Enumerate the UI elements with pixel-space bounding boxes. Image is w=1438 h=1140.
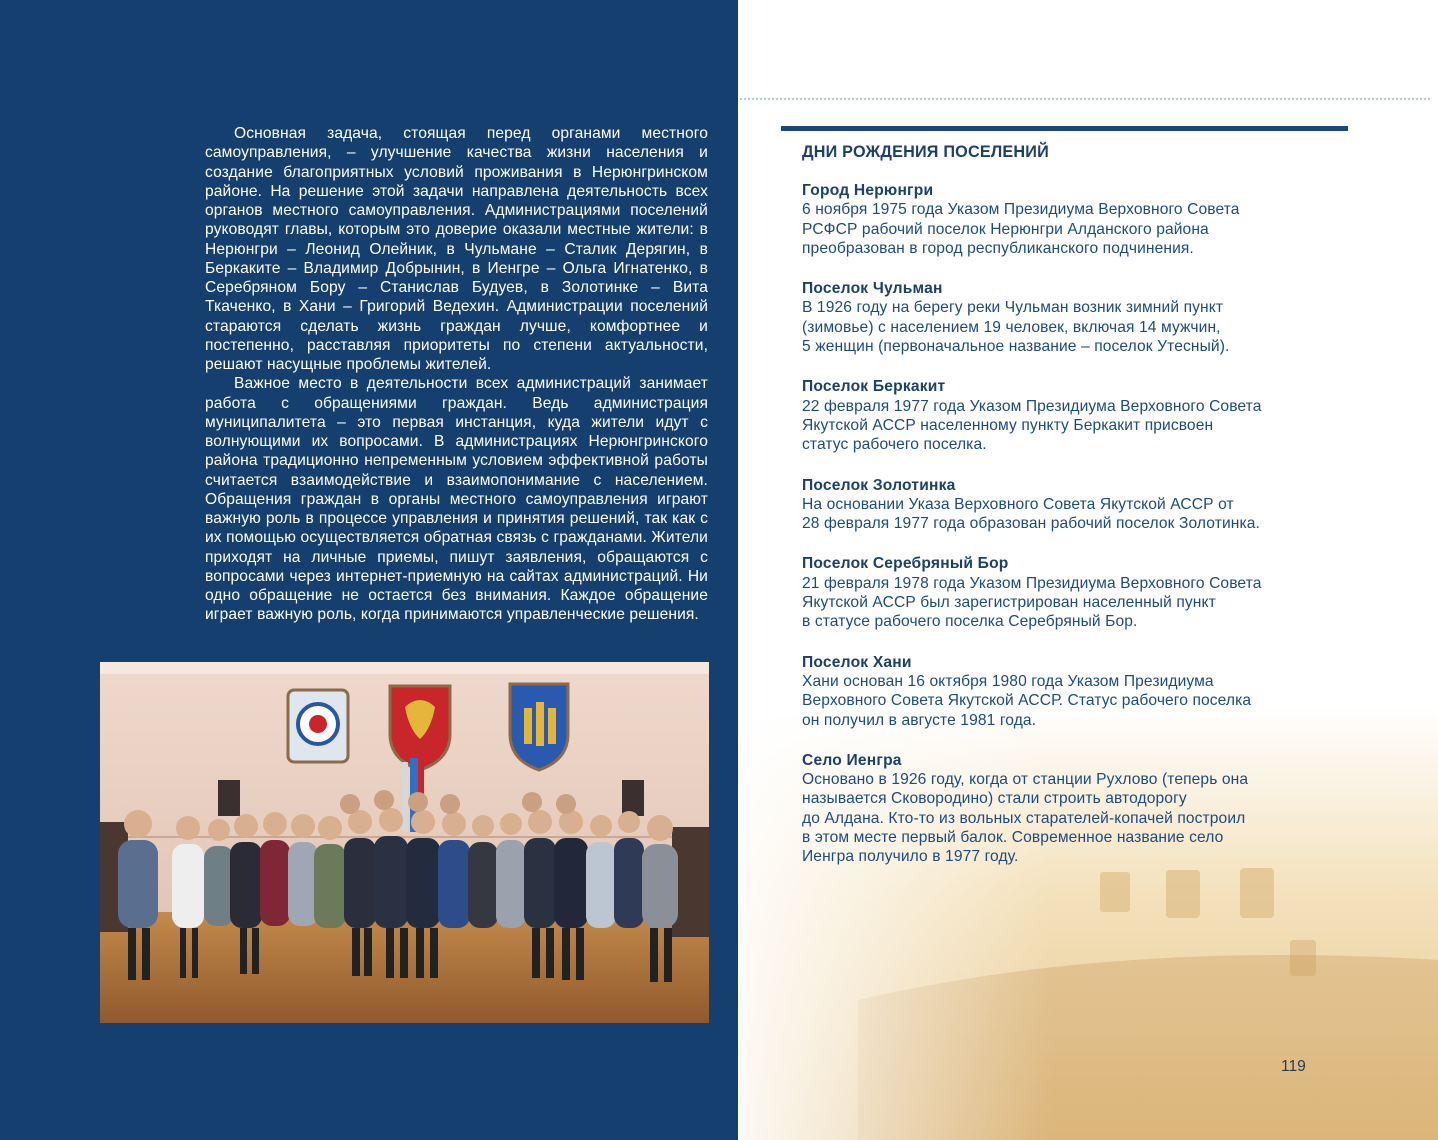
entry-title: Город Нерюнгри: [802, 182, 934, 199]
list-item: [802, 751, 1362, 867]
coat-of-arms-neryungri: [510, 684, 568, 770]
entry-title: Поселок Серебряный Бор: [802, 555, 1009, 573]
right-page: [738, 0, 1438, 1140]
list-item: [802, 476, 1362, 534]
dotted-divider: [740, 98, 1430, 100]
section-title: ДНИ РОЖДЕНИЯ ПОСЕЛЕНИЙ: [802, 143, 1049, 161]
paragraph: Основная задача, стоящая перед органами местного самоуправления, – улучшение качества жизни населения и создание благоприятных условий проживания в Нерюнгринском районе. На решение этой задачи направлена деятельность всех органов местного самоуправления. Администрациями поселений руководят главы, которым это доверие оказали местные жители: в Нерюнгри – Леонид Олейник, в Чульмане – Сталик Дерягин, в Беркаките – Владимир Добрынин, в Иенгре – Ольга Игнатенко, в Серебряном Бору – Станислав Будуев, в Золотинке – Вита Ткаченко, в Хани – Григорий Ведехин. Администрации поселений стараются сделать жизнь граждан лучше, комфортнее и постепенно, расставляя приоритеты по степени актуальности, решают насущные проблемы жителей.: [205, 125, 708, 373]
coat-of-arms-russia: [390, 686, 450, 770]
list-item: [802, 279, 1362, 356]
entry-title: Поселок Хани: [802, 653, 912, 671]
paragraph: Важное место в деятельности всех администраций занимает работа с обращениями граждан. Ведь администрация муниципалитета – это первая инстанция, куда жители идут с волнующими их вопросами. В администрациях Нерюнгринского района традиционно непременным условием эффективной работы считается взаимодействие и взаимопонимание с населением. Обращения граждан в органы местного самоуправления играют важную роль в процессе управления и принятия решений, так как с их помощью осуществляется обратная связь с гражданами. Жители приходят на личные приемы, пишут заявления, обращаются с вопросами через интернет-приемную на сайтах администраций. Ни одно обращение не остается без внимания. Каждое обращение играет важную роль, когда принимаются управленческие решения.: [205, 375, 708, 624]
coat-of-arms-yakutia: [288, 690, 348, 762]
settlement-list: [802, 181, 1362, 888]
entry-title: Поселок Чульман: [802, 280, 943, 298]
entry-text: В 1926 году на берегу реки Чульман возник зимний пункт (зимовье) с населением 19 человек, включая 14 мужчин, 5 женщин (первоначальное название – поселок Утесный).: [802, 299, 1230, 356]
list-item: [802, 653, 1362, 730]
entry-title: Поселок Беркакит: [802, 378, 946, 396]
group-photo-illustration: [100, 662, 709, 1023]
list-item: [802, 554, 1362, 631]
entry-title: Село Иенгра: [802, 751, 902, 769]
left-body-text: [205, 124, 708, 625]
list-item: [802, 377, 1362, 454]
group-photo: [100, 662, 709, 1023]
entry-text: Основано в 1926 году, когда от станции Рухлово (теперь она называется Сковородино) стали строить автодорогу до Алдана. Кто-то из вольных старателей-копачей построил в этом месте первый балок. Современное название село Иенгра получило в 1977 году.: [802, 771, 1249, 866]
list-item: [802, 181, 1362, 258]
entry-text: На основании Указа Верховного Совета Якутской АССР от 28 февраля 1977 года образован рабочий поселок Золотинка.: [802, 495, 1260, 533]
entry-text: 22 февраля 1977 года Указом Президиума Верховного Совета Якутской АССР населенному пункту Беркакит присвоен статус рабочего поселка.: [802, 397, 1262, 454]
entry-text: 21 февраля 1978 года Указом Президиума Верховного Совета Якутской АССР был зарегистрирован населенный пункт в статусе рабочего поселка Серебряный Бор.: [802, 574, 1262, 631]
page-number: 119: [1281, 1058, 1306, 1075]
entry-title: Поселок Золотинка: [802, 476, 956, 494]
entry-text: 6 ноября 1975 года Указом Президиума Верховного Совета РСФСР рабочий поселок Нерюнгри Алданского района преобразован в город республиканского подчинения.: [802, 201, 1240, 257]
entry-text: Хани основан 16 октября 1980 года Указом Президиума Верховного Совета Якутской АССР. Статус рабочего поселка он получил в августе 1981 года.: [802, 672, 1252, 729]
section-rule: [781, 126, 1348, 131]
